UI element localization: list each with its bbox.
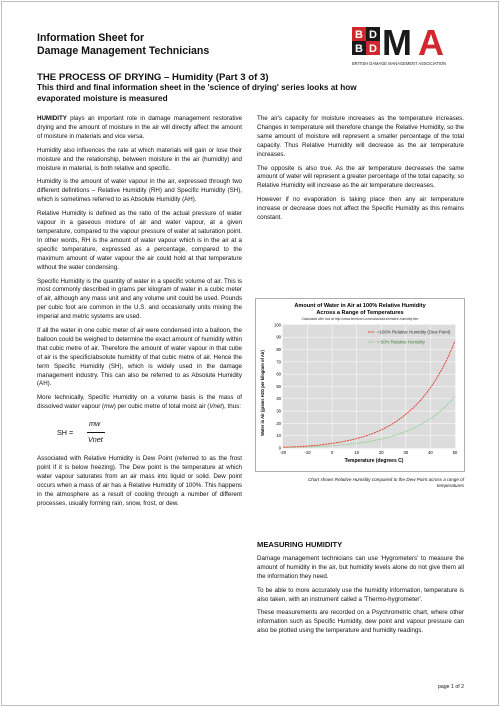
logo-letter-d1: D: [369, 29, 377, 41]
technical-text-a: More technically, Specific Humidity on a volume basis is the mass of dissolved water vapour (: [37, 394, 242, 411]
x-tick-label: -10: [304, 450, 311, 455]
x-tick-label: 50: [452, 450, 458, 455]
paragraph-definition: Humidity is the amount of water vapour in the air, expressed through two different definitions – Relative Humidity (RH) and Specific Humidity (SH), which is sometimes referred to as Absolute Humidity (AH).: [37, 178, 242, 204]
y-tick-label: 80: [276, 347, 281, 352]
formula-lhs: SH =: [57, 428, 74, 438]
formula-numerator: mw: [89, 419, 101, 429]
y-tick-label: 60: [276, 371, 281, 377]
y-tick-label: 90: [276, 334, 281, 340]
logo-letter-d2: D: [369, 43, 377, 55]
chart-subtitle: Calculated with tool at http://www.lenntech.com/calculators/relative-humidity.htm: [301, 317, 419, 321]
paragraph-intro: [37, 115, 242, 142]
column-right-bottom: [257, 541, 464, 641]
chart-x-axis-label: Temperature (degrees C): [344, 458, 404, 464]
y-tick-label: 20: [276, 420, 281, 426]
x-tick-label: 20: [378, 450, 384, 455]
symbol-mw: mw: [104, 403, 114, 411]
x-tick-label: -20: [279, 450, 287, 455]
section-heading-measuring: MEASURING HUMIDITY: [257, 540, 343, 549]
sheet-header: [37, 32, 209, 57]
header-line-1: Information Sheet for: [37, 32, 145, 44]
technical-text-b: ) per cubic metre of total moist air (: [113, 403, 210, 411]
chart-plot-area: [274, 322, 458, 455]
column-left: [37, 115, 242, 514]
logo-tagline: BRITISH DAMAGE MANAGEMENT ASSOCIATION: [352, 61, 447, 66]
sh-formula: [37, 417, 242, 451]
paragraph-opposite: The opposite is also true. As the air temperature decreases the same amount of water will represent a greater percentage of the total capacity, so Relative Humidity will increase as the air temperature decreases.: [257, 164, 464, 190]
y-tick-label: 30: [276, 408, 281, 414]
paragraph-capacity: The air's capacity for moisture increases as the temperature increases. Changes in temperature will therefore change the Relative Humidity, so the same amount of moisture will represent a smaller percentage of the total capacity. Thus Relative Humidity will decrease as the air temperature increases.: [257, 115, 464, 158]
symbol-vnet: Vnet: [209, 403, 223, 411]
paragraph-balloon: If all the water in one cubic meter of air were condensed into a balloon, the balloon could be weighed to determine the exact amount of humidity within that cubic metre of air. Therefore the amount of water vapour in that cube of air is the specific/absolute humidity of that cubic metre of air. Hence the term Specific Humidity (SH), which is widely used in the damage management industry. This can also be referred to as Absolute Humidity (AH).: [37, 327, 242, 388]
humidity-chart: [255, 298, 465, 472]
paragraph-dew-point: Associated with Relative Humidity is Dew Point (referred to as the frost point if it is below freezing). The Dew point is the temperature at which water vapour saturates from an air mass into liquid or solid. Dew point occurs when a mass of air has a Relative Humidity of 100%. This happens in the atmosphere as a result of cooling through a number of different processes, usually forming rain, snow, frost, or dew.: [37, 455, 242, 507]
x-tick-label: 10: [354, 450, 360, 455]
chart-caption: Chart shows Relative Humidity compared to the Dew Point across a range of temperatures: [307, 477, 464, 488]
paragraph-hygrometers: Damage management technicians can use 'Hygrometers' to measure the amount of humidity in the air, but humidity levels alone do not give them all the information they need.: [257, 554, 464, 580]
logo-letter-b2: B: [355, 43, 363, 55]
bdma-logo: [352, 25, 470, 73]
chart-y-axis-label: Water in Air (grams H2O per kilogram of Air): [260, 350, 265, 436]
y-tick-label: 40: [276, 396, 281, 402]
y-tick-label: 0: [278, 445, 281, 451]
y-tick-label: 10: [276, 433, 281, 439]
legend-label-2: = 50% Relative Humidity: [377, 339, 425, 345]
page-title: THE PROCESS OF DRYING – Humidity (Part 3 of 3): [37, 72, 269, 83]
legend-label-1: =100% Relative Humidity (Dew Point): [377, 329, 451, 335]
paragraph-technical: [37, 394, 242, 412]
formula-denominator: Vnet: [88, 435, 103, 445]
paragraph-relative-humidity: Relative Humidity is defined as the ratio of the actual pressure of water vapour in a gaseous mixture of air and water vapour, at a given temperature, compared to the vapour pressure of water at saturation point. In other words, RH is the amount of water vapour which is in the air at a specific temperature, expressed as a percentage, compared to the maximum amount of water vapour the air could hold at that temperature without the water condensing.: [37, 210, 242, 271]
logo-letter-m: M: [382, 25, 412, 63]
page-subtitle: This third and final information sheet in the 'science of drying' series looks at how evaporated moisture is measured: [37, 83, 357, 103]
logo-letter-b1: B: [355, 29, 363, 41]
paragraph-psychrometric: These measurements are recorded on a Psychrometric chart, where other information such as Specific Humidity, dew point and vapour pressure can also be plotted using the temperature and humidity readings.: [257, 609, 464, 635]
intro-lead-word: HUMIDITY: [37, 115, 67, 122]
y-tick-label: 50: [276, 383, 281, 389]
formula-fraction-bar: [87, 432, 105, 433]
technical-text-c: ), thus:: [222, 403, 241, 411]
logo-letter-a: A: [418, 25, 444, 63]
x-tick-label: 30: [403, 450, 409, 455]
paragraph-no-evaporation: However if no evaporation is taking place then any air temperature increase or decrease does not affect the Specific Humidity as this remains constant.: [257, 196, 464, 222]
paragraph-influence: Humidity also influences the rate at which materials will gain or lose their moisture and the relationship, between moisture in the air (humidity) and moisture in material, is both relative and specific.: [37, 146, 242, 172]
intro-text: plays an important role in damage management restorative drying and the amount of moisture in the air will directly affect the amount of moisture in materials and vice versa.: [37, 115, 242, 140]
chart-title-line-2: Across a Range of Temperatures: [316, 310, 404, 316]
y-tick-label: 100: [274, 322, 281, 328]
page-number: page 1 of 2: [438, 684, 464, 690]
paragraph-specific-humidity: Specific Humidity is the quantity of water in a specific volume of air. This is most commonly described in grams per kilogram of water in a cubic meter of air, although any mass unit and any volume unit could be used. Pounds per cubic foot are common in the U.S. and occasionally units mixing the imperial and metric systems are used.: [37, 277, 242, 321]
x-tick-label: 0: [330, 450, 334, 455]
chart-title: Amount of Water in Air at 100% Relative Humidity: [294, 303, 426, 309]
header-line-2: Damage Management Technicians: [37, 44, 210, 57]
y-tick-label: 70: [276, 359, 281, 365]
paragraph-thermo-hygrometer: To be able to more accurately use the humidity information, temperature is also taken, with an instrument called a 'Thermo-hygrometer'.: [257, 586, 464, 603]
x-tick-label: 40: [428, 450, 433, 455]
column-right-top: [257, 115, 464, 228]
